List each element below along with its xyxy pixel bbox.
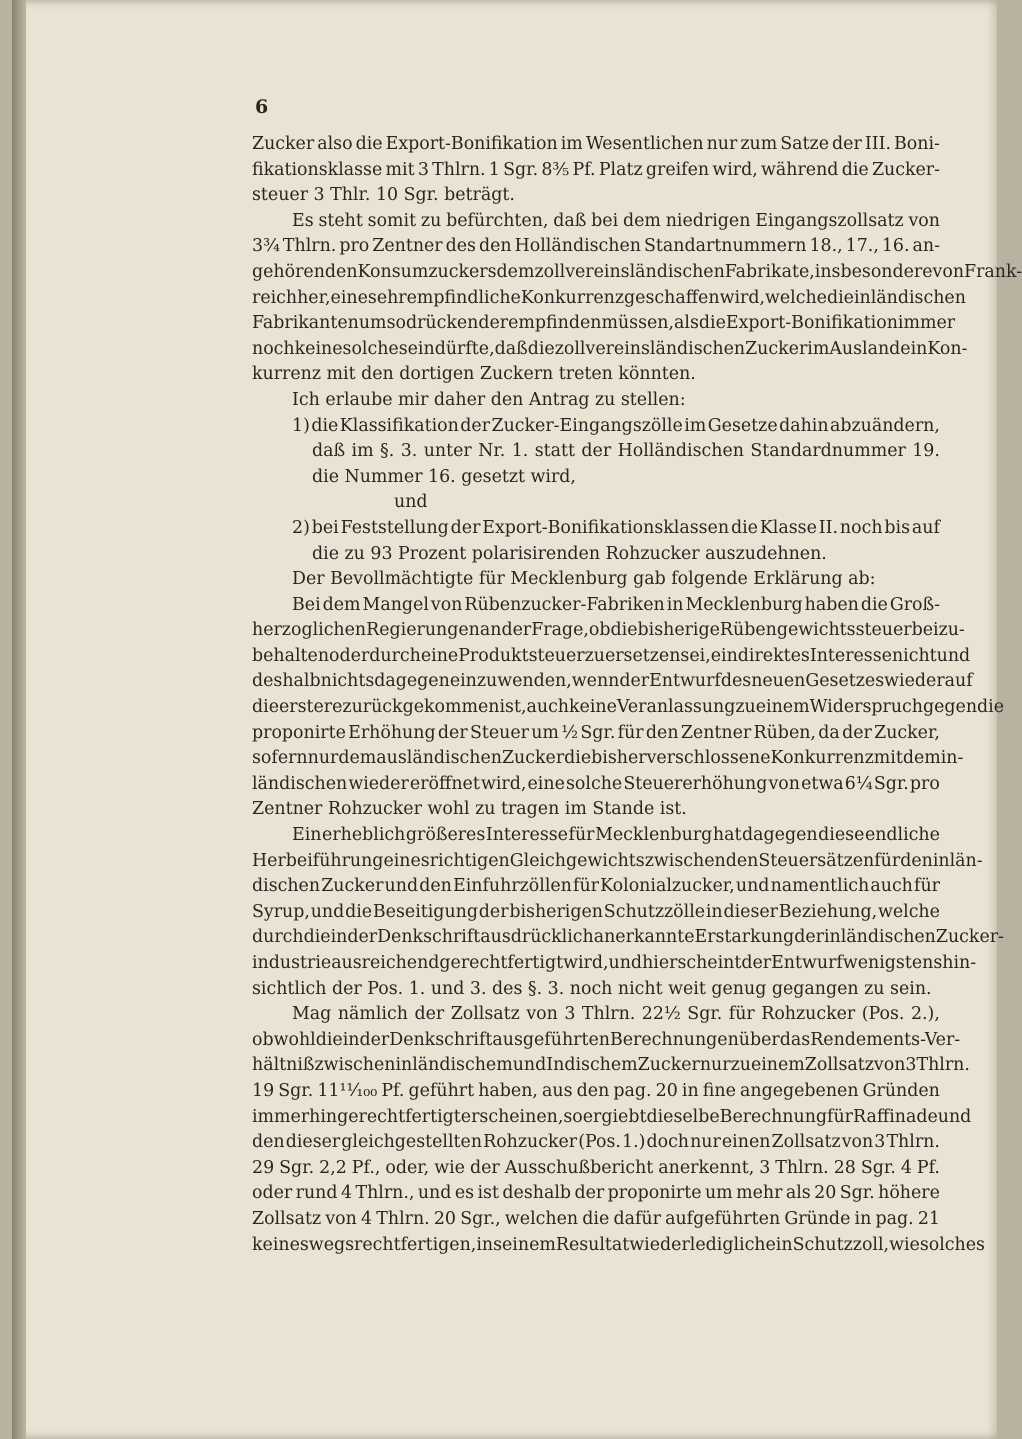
page-number: 6	[255, 96, 269, 118]
text-line: 2) bei Feststellung der Export-Bonifikationsklassen die Klasse II. noch bis auf	[292, 517, 940, 538]
text-line: die Nummer 16. gesetzt wird,	[312, 466, 576, 487]
text-line: den dieser gleichgestellten Rohzucker (Pos. 1.) doch nur einen Zollsatz von 3 Thlrn.	[252, 1132, 940, 1153]
text-line: Zollsatz von 4 Thlrn. 20 Sgr., welchen die dafür aufgeführten Gründe in pag. 21	[252, 1208, 940, 1229]
text-line: 19 Sgr. 11¹¹⁄₁₀₀ Pf. geführt haben, aus den pag. 20 in fine angegebenen Gründen	[252, 1080, 940, 1101]
text-line: proponirte Erhöhung der Steuer um ½ Sgr. für den Zentner Rüben, da der Zucker,	[252, 722, 940, 743]
text-line: kurrenz mit den dortigen Zuckern treten könnten.	[252, 364, 696, 385]
text-line: durch die in der Denkschrift ausdrücklich anerkannte Erstarkung der inländischen Zucker-	[252, 927, 1004, 948]
text-line: Syrup, und die Beseitigung der bisherigen Schutzzölle in dieser Beziehung, welche	[252, 901, 940, 922]
text-line: obwohl die in der Denkschrift ausgeführten Berechnungen über das Rendements-Ver-	[252, 1029, 961, 1050]
text-line: die erstere zurückgekommen ist, auch keine Veranlassung zu einem Widerspruch gegen die	[252, 697, 1005, 718]
text-line: oder rund 4 Thlrn., und es ist deshalb der proponirte um mehr als 20 Sgr. höhere	[252, 1183, 940, 1204]
text-line: keineswegs rechtfertigen, in seinem Resultat wieder lediglich ein Schutzzoll, wie solches	[252, 1234, 985, 1255]
body-text	[252, 132, 1022, 1258]
page-binding-shadow	[12, 0, 26, 1439]
text-line: fikationsklasse mit 3 Thlrn. 1 Sgr. 8⅗ Pf. Platz greifen wird, während die Zucker-	[252, 159, 940, 180]
book-page	[12, 0, 1022, 1439]
text-line: Es steht somit zu befürchten, daß bei dem niedrigen Eingangszollsatz von	[292, 210, 940, 231]
text-line: gehörenden Konsumzuckers dem zollvereinsländischen Fabrikate, insbesondere von Frank-	[252, 261, 1022, 282]
text-line: Der Bevollmächtigte für Mecklenburg gab folgende Erklärung ab:	[292, 569, 876, 590]
text-line: 3¾ Thlrn. pro Zentner des den Holländischen Standartnummern 18., 17., 16. an-	[252, 236, 940, 257]
text-line: immerhin gerechtfertigt erscheinen, so ergiebt dieselbe Berechnung für Raffinade und	[252, 1106, 972, 1127]
text-line: Bei dem Mangel von Rübenzucker-Fabriken in Mecklenburg haben die Groß-	[292, 594, 940, 615]
text-line: behalten oder durch eine Produktsteuer zu ersetzen sei, ein direktes Interesse nicht und	[252, 645, 971, 666]
text-line: noch keine solche sein dürfte, daß die zollvereinsländischen Zucker im Auslande in Kon-	[252, 338, 968, 359]
text-line: Ich erlaube mir daher den Antrag zu stellen:	[292, 389, 686, 410]
text-line: 1) die Klassifikation der Zucker-Eingangszölle im Gesetze dahin abzuändern,	[292, 415, 940, 436]
text-line: Ein erheblich größeres Interesse für Mecklenburg hat dagegen diese endliche	[292, 825, 940, 846]
text-line: ländischen wieder eröffnet wird, eine solche Steuererhöhung von etwa 6¼ Sgr. pro	[252, 773, 940, 794]
text-line: 29 Sgr. 2,2 Pf., oder, wie der Ausschußbericht anerkennt, 3 Thlrn. 28 Sgr. 4 Pf.	[252, 1157, 940, 1178]
text-line: hältniß zwischen inländischem und Indischem Zucker nur zu einem Zollsatz von 3 Thlrn.	[252, 1055, 970, 1076]
text-line: industrie ausreichend gerechtfertigt wird, und hier scheint der Entwurf wenigstens hin-	[252, 953, 977, 973]
text-line: herzoglichen Regierungen an der Frage, ob die bisherige Rübengewichtssteuer beizu-	[252, 620, 965, 641]
text-line: Zentner Rohzucker wohl zu tragen im Stande ist.	[252, 799, 687, 820]
text-line: Herbeiführung eines richtigen Gleichgewichts zwischen den Steuersätzen für den inlän-	[252, 850, 983, 871]
text-line: daß im §. 3. unter Nr. 1. statt der Holländischen Standardnummer 19.	[312, 441, 940, 462]
text-line: dischen Zucker und den Einfuhrzöllen für Kolonialzucker, und namentlich auch für	[252, 876, 940, 897]
text-line: reich her, eine sehr empfindliche Konkurrenz geschaffen wird, welche die inländischen	[252, 287, 966, 308]
text-line: die zu 93 Prozent polarisirenden Rohzucker auszudehnen.	[312, 543, 827, 564]
text-line: deshalb nichts dagegen einzuwenden, wenn der Entwurf des neuen Gesetzes wieder auf	[252, 671, 973, 692]
text-line: Zucker also die Export-Bonifikation im Wesentlichen nur zum Satze der III. Boni-	[252, 134, 940, 154]
text-line: steuer 3 Thlr. 10 Sgr. beträgt.	[252, 185, 515, 206]
text-line: und	[394, 492, 428, 513]
text-line: Fabrikanten um so drückender empfinden müssen, als die Export-Bonifikation immer	[252, 313, 956, 334]
text-line: Mag nämlich der Zollsatz von 3 Thlrn. 22½ Sgr. für Rohzucker (Pos. 2.),	[292, 1004, 940, 1025]
text-line: sofern nur dem ausländischen Zucker die bisher verschlossene Konkurrenz mit dem in-	[252, 748, 964, 769]
text-line: sichtlich der Pos. 1. und 3. des §. 3. noch nicht weit genug gegangen zu sein.	[252, 978, 932, 999]
